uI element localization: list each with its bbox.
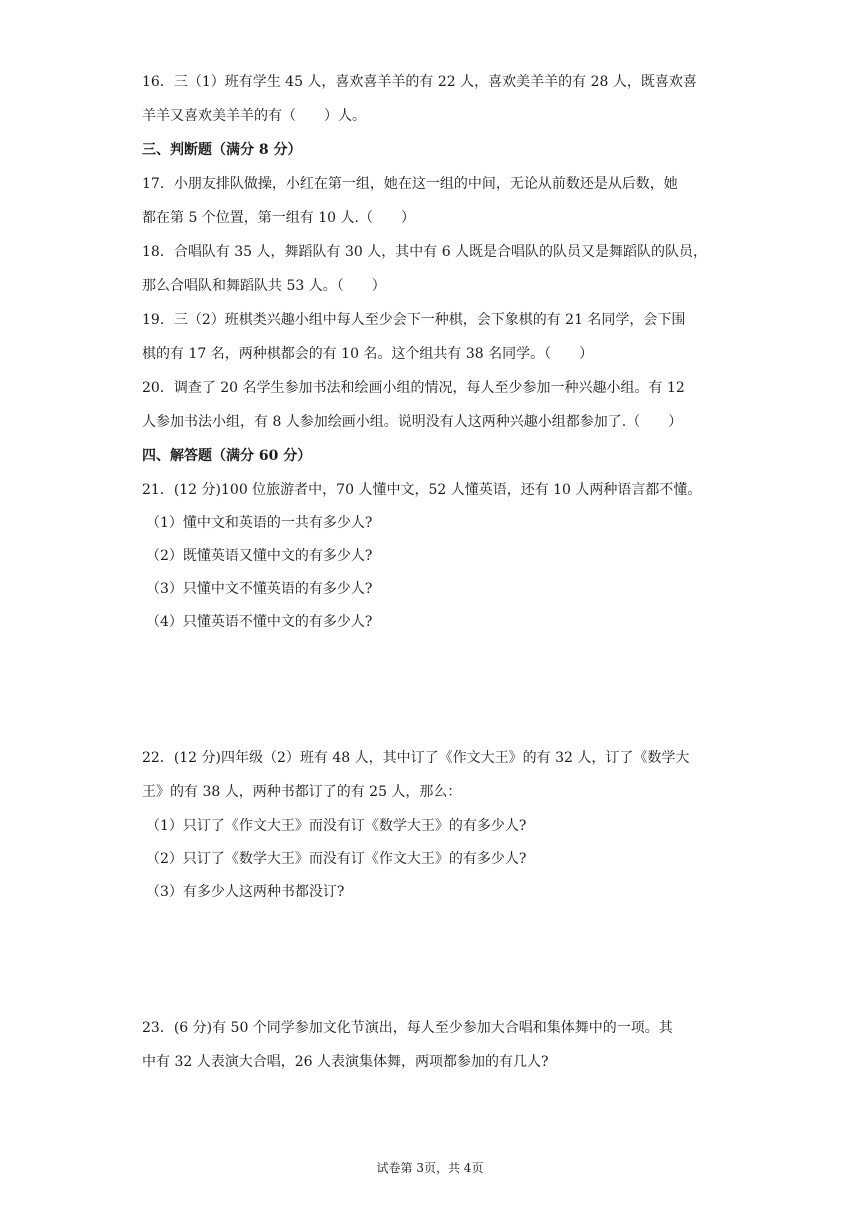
q22-line2: 王》的有 38 人，两种书都订了的有 25 人，那么： [142,784,462,800]
q20-line2: 人参加书法小组，有 8 人参加绘画小组。说明没有人这两种兴趣小组都参加了.（ ） [142,414,683,430]
q21-sub-3: （3）只懂中文不懂英语的有多少人? [146,581,373,597]
q19-line2: 棋的有 17 名，两种棋都会的有 10 名。这个组共有 38 名同学。（ ） [142,346,594,362]
q18-line1: 18．合唱队有 35 人，舞蹈队有 30 人，其中有 6 人既是合唱队的队员又是舞蹈队的队员， [142,244,708,260]
q21-sub-1: （1）懂中文和英语的一共有多少人? [146,515,373,531]
q21-sub-4: （4）只懂英语不懂中文的有多少人? [146,614,373,630]
q21-sub-2: （2）既懂英语又懂中文的有多少人? [146,548,373,564]
q17-line1: 17．小朋友排队做操，小红在第一组，她在这一组的中间，无论从前数还是从后数，她 [142,176,678,192]
q22-line1: 22．(12 分)四年级（2）班有 48 人，其中订了《作文大王》的有 32 人，订了《数学大 [142,750,690,766]
q20-line1: 20．调查了 20 名学生参加书法和绘画小组的情况，每人至少参加一种兴趣小组。有 12 [142,380,685,396]
q16-line1: 16．三（1）班有学生 45 人，喜欢喜羊羊的有 22 人，喜欢美羊羊的有 28 人，既喜欢喜 [142,74,697,90]
page-footer: 试卷第 3页，共 4页 [376,1161,484,1175]
q22-sub-1: （1）只订了《作文大王》而没有订《数学大王》的有多少人? [146,818,527,834]
q18-line2: 那么合唱队和舞蹈队共 53 人。（ ） [142,278,386,294]
q23-line2: 中有 32 人表演大合唱，26 人表演集体舞，两项都参加的有几人? [142,1054,549,1070]
q23-line1: 23．(6 分)有 50 个同学参加文化节演出，每人至少参加大合唱和集体舞中的一项。其 [142,1020,673,1036]
q16-line2: 羊羊又喜欢美羊羊的有（ ）人。 [142,108,366,124]
q19-line1: 19．三（2）班棋类兴趣小组中每人至少会下一种棋，会下象棋的有 21 名同学，会下围 [142,312,686,328]
q22-sub-2: （2）只订了《数学大王》而没有订《作文大王》的有多少人? [146,851,527,867]
q22-sub-3: （3）有多少人这两种书都没订? [146,884,345,900]
section-heading-true-false: 三、判断题（满分 8 分） [142,142,302,158]
section-heading-answer: 四、解答题（满分 60 分） [142,448,312,464]
q21-stem: 21．(12 分)100 位旅游者中，70 人懂中文，52 人懂英语，还有 10 人两种语言都不懂。 [142,482,702,498]
q17-line2: 都在第 5 个位置，第一组有 10 人.（ ） [142,210,415,226]
